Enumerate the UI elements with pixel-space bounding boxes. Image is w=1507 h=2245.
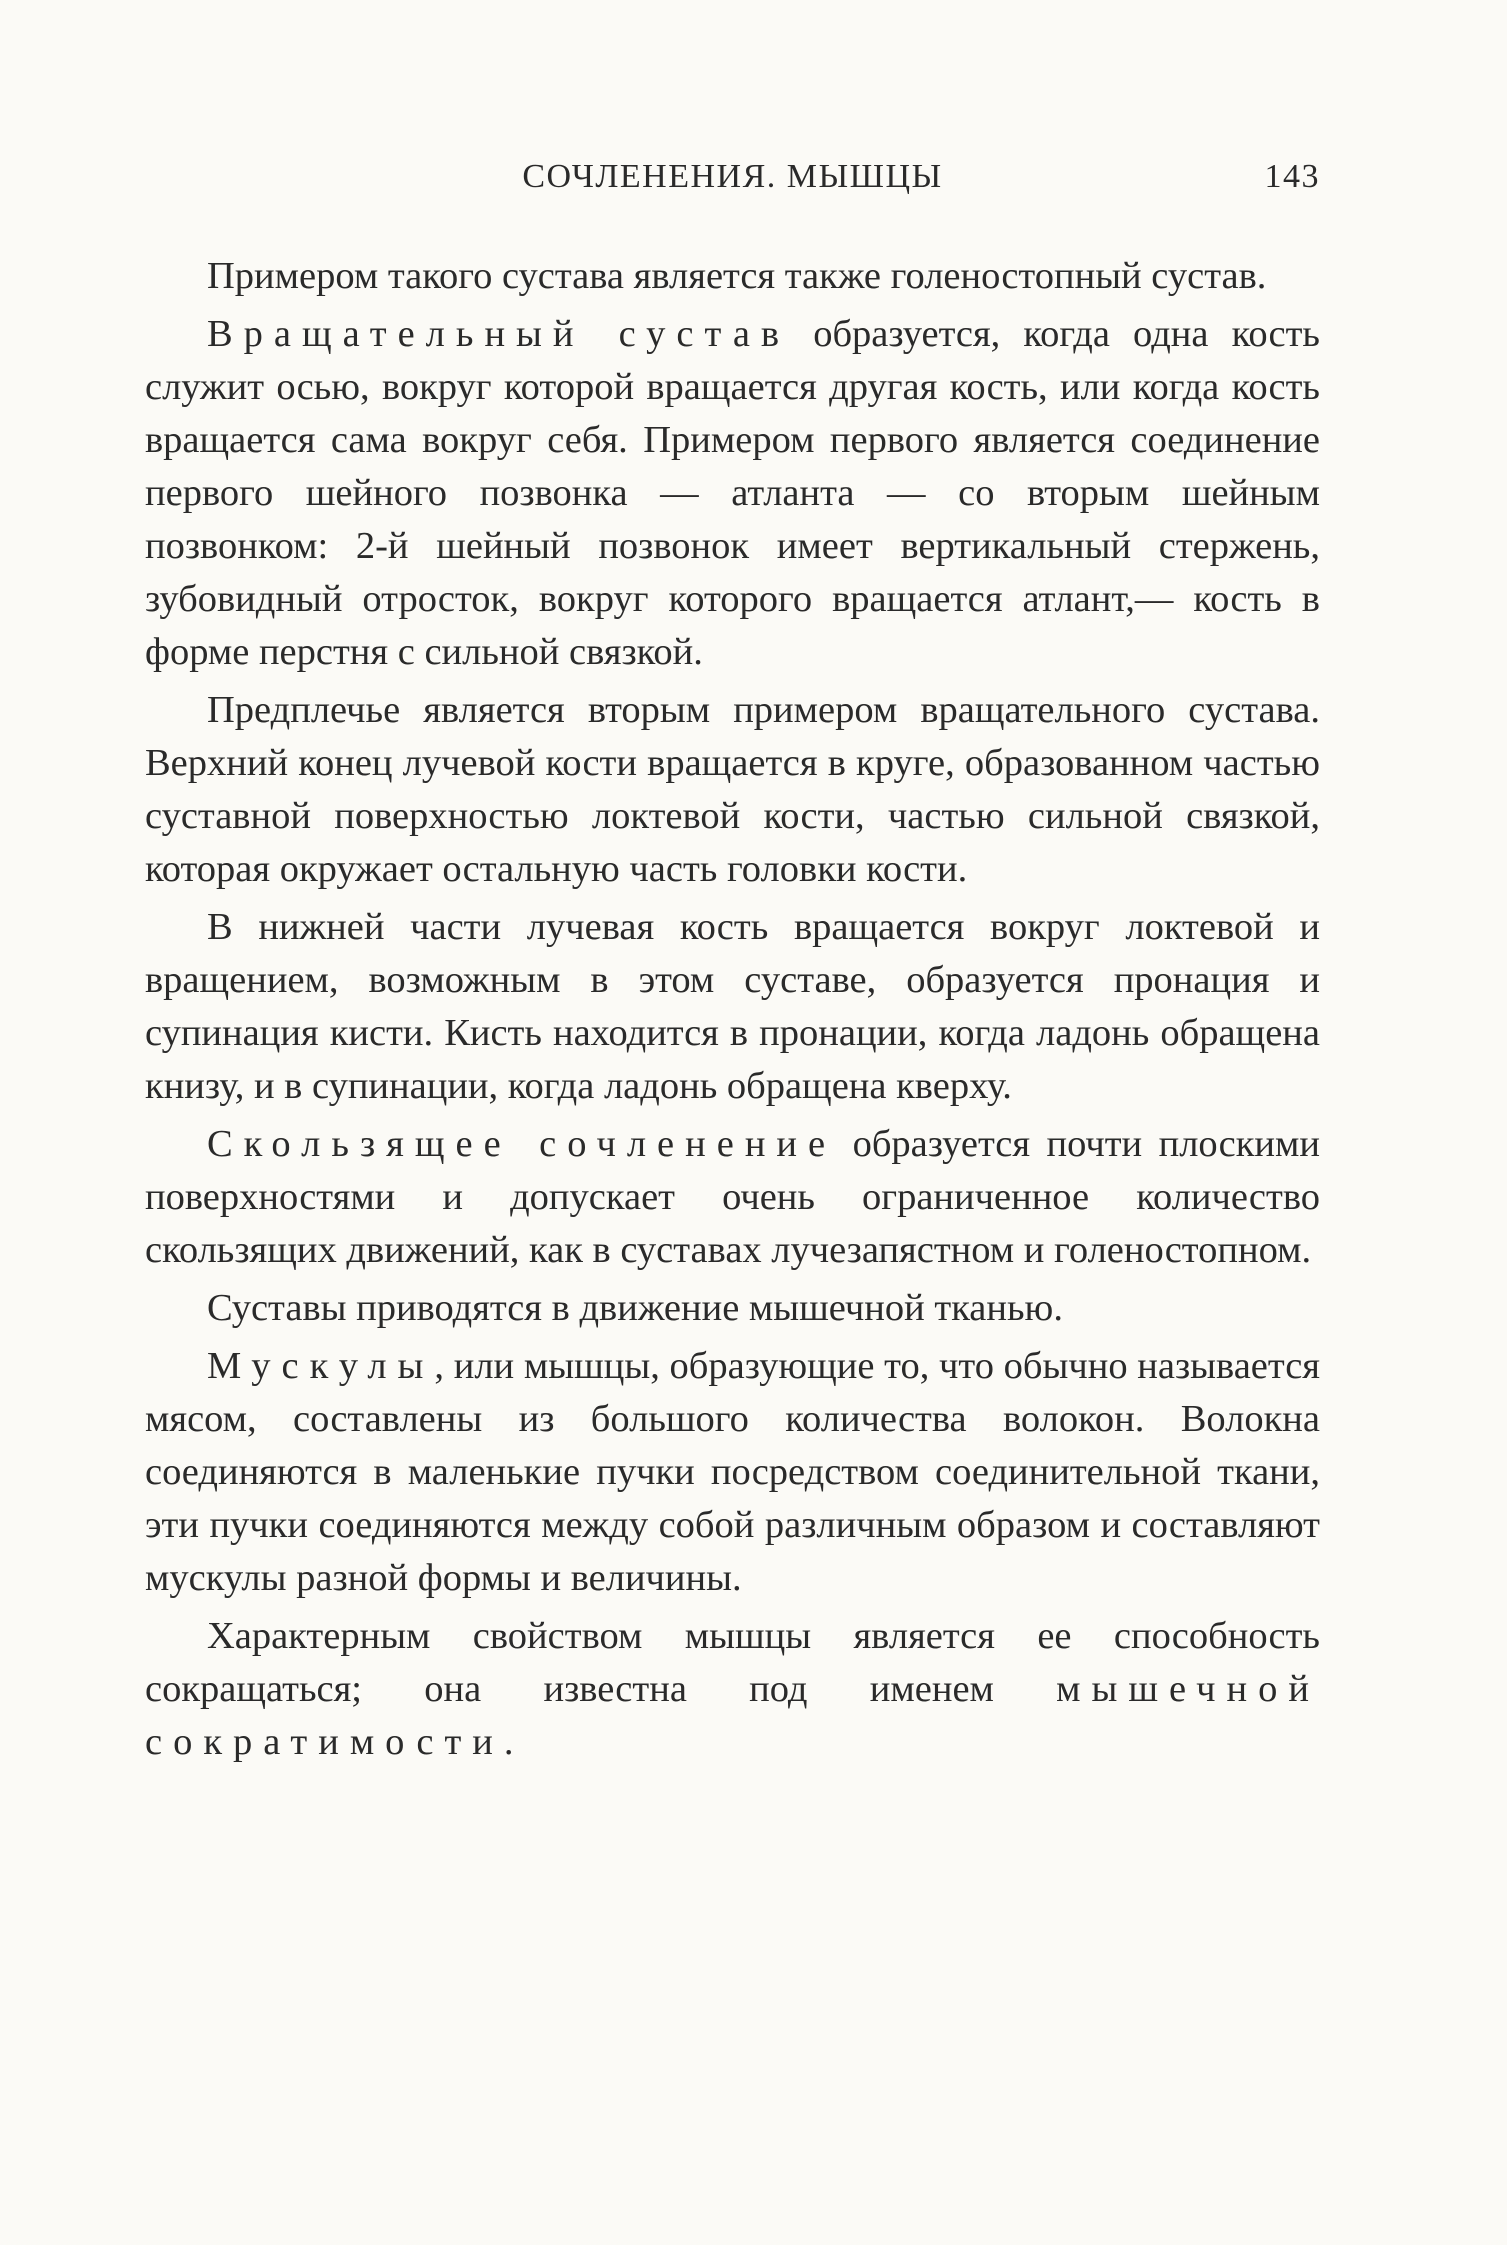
paragraph-text: Примером такого сустава является также голеностопный сустав.	[207, 255, 1267, 297]
page-number: 143	[1264, 158, 1320, 195]
spaced-term: Вращательный сустав	[207, 313, 791, 355]
paragraph-text: , или мышцы, образующие то, что обычно называется мясом, составлены из большого количества волокон. Волокна соединяются в маленькие пучки посредством соединительной ткани, эти пучки соединяются между собой различным образом и составляют мускулы разной формы и величины.	[145, 1345, 1320, 1599]
paragraph	[145, 1118, 1320, 1277]
paragraph	[145, 250, 1320, 303]
paragraph-text: образуется, когда одна кость служит осью, вокруг которой вращается другая кость, или когда кость вращается сама вокруг себя. Примером первого является соединение первого шейного позвонка — атланта — со вторым шейным позвонком: 2-й шейный позвонок имеет вертикальный стержень, зубовидный отросток, вокруг которого вращается атлант,— кость в форме перстня с сильной связкой.	[145, 313, 1320, 673]
paragraph-text: образуется почти плоскими поверхностями и допускает очень ограниченное количество скользящих движений, как в суставах лучезапястном и голеностопном.	[145, 1123, 1320, 1271]
paragraph	[145, 1282, 1320, 1335]
text-body	[145, 250, 1320, 1774]
running-head	[145, 158, 1320, 208]
spaced-term: мышечной сократимости	[145, 1668, 1320, 1763]
spaced-term: Мускулы	[207, 1345, 435, 1387]
paragraph	[145, 684, 1320, 896]
paragraph	[145, 1340, 1320, 1605]
spaced-term: Скользящее сочленение	[207, 1123, 837, 1165]
running-title: СОЧЛЕНЕНИЯ. МЫШЦЫ	[522, 158, 943, 195]
paragraph-text: Предплечье является вторым примером вращательного сустава. Верхний конец лучевой кости вращается в круге, образованном частью суставной поверхностью локтевой кости, частью сильной связкой, которая окружает остальную часть головки кости.	[145, 689, 1320, 890]
paragraph	[145, 901, 1320, 1113]
paragraph-tail: .	[503, 1721, 514, 1763]
paragraph	[145, 1610, 1320, 1769]
paragraph-text: Суставы приводятся в движение мышечной тканью.	[207, 1287, 1063, 1329]
paragraph-text: Характерным свойством мышцы является ее способность сокращаться; она известна под именем	[145, 1615, 1320, 1710]
paragraph	[145, 308, 1320, 679]
paragraph-text: В нижней части лучевая кость вращается вокруг локтевой и вращением, возможным в этом суставе, образуется пронация и супинация кисти. Кисть находится в пронации, когда ладонь обращена книзу, и в супинации, когда ладонь обращена кверху.	[145, 906, 1320, 1107]
